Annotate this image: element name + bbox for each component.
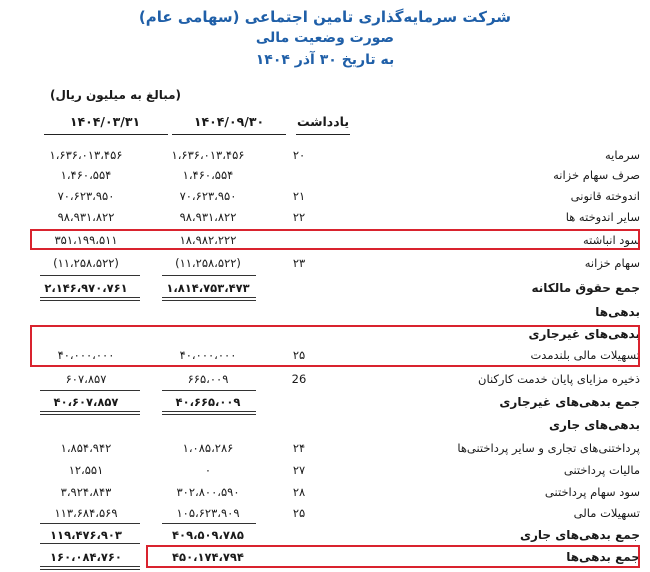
column-underline-current <box>172 134 286 135</box>
row-label: تسهیلات مالی بلندمدت <box>530 348 640 362</box>
row-current: ۱۸،۹۸۲،۲۲۲ <box>179 233 237 247</box>
row-label: بدهی‌های غیرجاری <box>528 327 640 341</box>
row-current: ۱،۰۸۵،۲۸۶ <box>182 441 234 455</box>
row-previous: ۹۸،۹۳۱،۸۲۲ <box>57 210 115 224</box>
row-label: جمع بدهی‌های غیرجاری <box>499 395 640 409</box>
row-note: 26 <box>291 372 307 386</box>
column-header-current: ۱۴۰۴/۰۹/۳۰ <box>193 114 265 129</box>
row-previous: ۶۰۷،۸۵۷ <box>65 372 107 386</box>
row-previous: ۴۰،۶۰۷،۸۵۷ <box>53 395 119 409</box>
highlight-box-retained-earnings <box>30 229 640 250</box>
row-current: ۴۰،۰۰۰،۰۰۰ <box>179 348 237 362</box>
row-current: ۱،۶۳۶،۰۱۳،۴۵۶ <box>171 148 245 162</box>
row-note: ۲۵ <box>292 348 306 362</box>
row-note: ۲۳ <box>292 256 306 270</box>
statement-date: به تاریخ ۳۰ آذر ۱۴۰۴ <box>255 52 395 68</box>
table-row <box>0 165 650 187</box>
row-label: اندوخته قانونی <box>570 189 640 203</box>
column-header-note: یادداشت <box>296 114 350 129</box>
column-underline-note <box>296 134 350 135</box>
row-current: ۴۵۰،۱۷۴،۷۹۴ <box>172 550 244 564</box>
row-current: ۱،۴۶۰،۵۵۴ <box>182 168 234 182</box>
row-label: تسهیلات مالی <box>573 506 640 520</box>
row-previous: ۱۲،۵۵۱ <box>68 463 104 477</box>
row-previous: ۴۰،۰۰۰،۰۰۰ <box>57 348 115 362</box>
row-label: سهام خزانه <box>584 256 640 270</box>
section-heading <box>0 302 650 324</box>
table-row <box>0 207 650 229</box>
row-note: ۲۷ <box>292 463 306 477</box>
subtotal-line <box>162 523 256 524</box>
total-double-line <box>40 297 140 301</box>
row-previous: ۱،۸۵۴،۹۴۲ <box>60 441 112 455</box>
row-current: ۷۰،۶۲۳،۹۵۰ <box>179 189 237 203</box>
row-label: سود سهام پرداختنی <box>544 485 640 499</box>
row-note: ۲۰ <box>292 148 306 162</box>
company-name: شرکت سرمایه‌گذاری تامین اجتماعی (سهامی عام) <box>138 8 512 26</box>
row-current: ۴۰،۶۶۵،۰۰۹ <box>175 395 241 409</box>
row-current: (۱۱،۲۵۸،۵۲۲) <box>175 256 241 270</box>
row-previous: ۱۱۹،۴۷۶،۹۰۳ <box>50 528 122 542</box>
column-header-previous: ۱۴۰۴/۰۳/۳۱ <box>69 114 141 129</box>
row-current: ۱،۸۱۴،۷۵۳،۴۷۳ <box>166 281 250 295</box>
subtotal-line <box>40 275 140 276</box>
row-label: سایر اندوخته ها <box>565 210 640 224</box>
row-note: ۲۸ <box>292 485 306 499</box>
table-row <box>0 503 650 525</box>
row-label: بدهی‌ها <box>595 305 640 319</box>
row-previous: ۱،۶۳۶،۰۱۳،۴۵۶ <box>49 148 123 162</box>
subtotal-line <box>40 523 140 524</box>
row-label: ذخیره مزایای پایان خدمت کارکنان <box>478 372 640 386</box>
row-current: ۹۸،۹۳۱،۸۲۲ <box>179 210 237 224</box>
subtotal-line <box>40 543 140 544</box>
row-previous: ۳،۹۲۴،۸۴۳ <box>60 485 112 499</box>
row-previous: ۷۰،۶۲۳،۹۵۰ <box>57 189 115 203</box>
column-underline-previous <box>44 134 168 135</box>
subtotal-line <box>40 390 140 391</box>
row-label: مالیات پرداختنی <box>563 463 640 477</box>
section-heading <box>0 415 650 437</box>
highlight-box-long-term-loans <box>30 325 640 367</box>
row-previous: ۱۱۳،۶۸۴،۵۶۹ <box>54 506 118 520</box>
row-previous: ۲،۱۴۶،۹۷۰،۷۶۱ <box>44 281 128 295</box>
row-label: سود انباشته <box>583 233 640 247</box>
row-current: ۱۰۵،۶۲۳،۹۰۹ <box>176 506 240 520</box>
total-double-line <box>162 297 256 301</box>
table-row <box>0 369 650 391</box>
row-current: ۳۰۲،۸۰۰،۵۹۰ <box>176 485 240 499</box>
highlight-box-total-liabilities <box>146 545 640 568</box>
unit-note: (مبالغ به میلیون ریال) <box>50 88 182 102</box>
subtotal-line <box>162 275 256 276</box>
row-current: ۰ <box>204 463 212 477</box>
table-row <box>0 460 650 482</box>
table-row <box>0 186 650 208</box>
row-previous: (۱۱،۲۵۸،۵۲۲) <box>53 256 119 270</box>
row-label: صرف سهام خزانه <box>553 168 640 182</box>
table-row <box>0 438 650 460</box>
row-note: ۲۴ <box>292 441 306 455</box>
table-row <box>0 145 650 167</box>
subtotal-line <box>162 390 256 391</box>
row-note: ۲۵ <box>292 506 306 520</box>
row-label: پرداختنی‌های تجاری و سایر پرداختنی‌ها <box>457 441 640 455</box>
statement-title: صورت وضعیت مالی <box>255 30 395 46</box>
row-previous: ۱۶۰،۰۸۴،۷۶۰ <box>50 550 122 564</box>
row-current: ۶۶۵،۰۰۹ <box>187 372 229 386</box>
row-label: سرمایه <box>604 148 640 162</box>
table-row <box>0 253 650 275</box>
row-current: ۴۰۹،۵۰۹،۷۸۵ <box>172 528 244 542</box>
row-previous: ۱،۴۶۰،۵۵۴ <box>60 168 112 182</box>
row-label: بدهی‌های جاری <box>549 418 640 432</box>
row-previous: ۳۵۱،۱۹۹،۵۱۱ <box>54 233 118 247</box>
total-double-line <box>40 566 140 570</box>
row-label: جمع بدهی‌ها <box>566 550 640 564</box>
table-row <box>0 482 650 504</box>
row-note: ۲۱ <box>292 189 306 203</box>
row-label: جمع بدهی‌های جاری <box>519 528 640 542</box>
row-note: ۲۲ <box>292 210 306 224</box>
row-label: جمع حقوق مالکانه <box>531 281 640 295</box>
